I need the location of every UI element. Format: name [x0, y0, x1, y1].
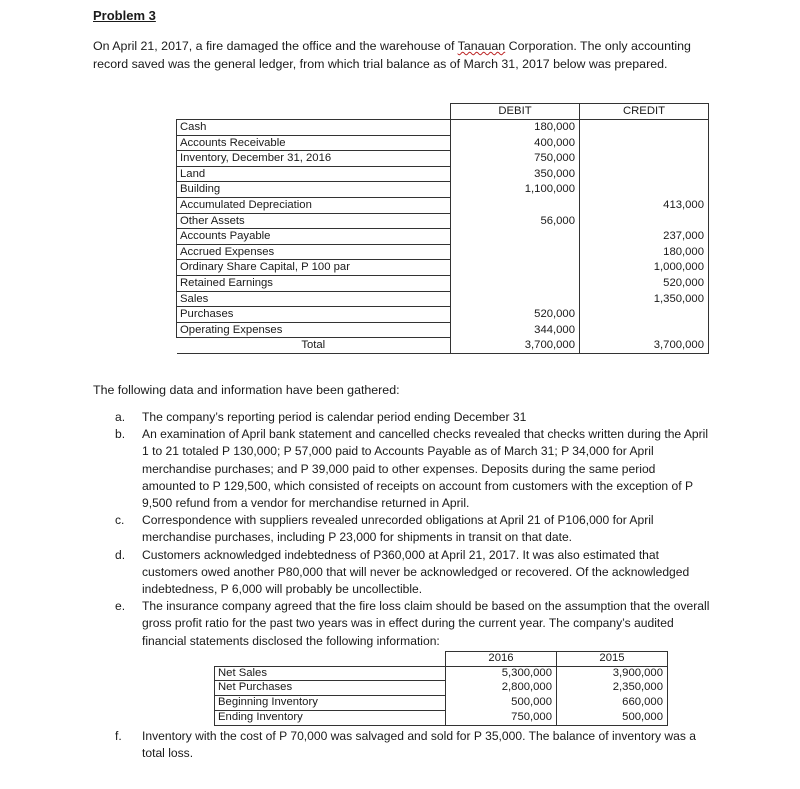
- debit-value: [451, 229, 580, 245]
- debit-value: 350,000: [451, 166, 580, 182]
- account-name: Other Assets: [177, 213, 451, 229]
- table-row: [177, 307, 709, 323]
- header-blank: [177, 104, 451, 120]
- table-row: [177, 120, 709, 136]
- table-row: [177, 197, 709, 213]
- list-item: [115, 409, 710, 426]
- table-row: [215, 696, 668, 711]
- item-text: Inventory with the cost of P 70,000 was salvaged and sold for P 35,000. The balance of inventory was a total loss.: [142, 728, 696, 761]
- table-row: [177, 322, 709, 338]
- value-2015: 2,350,000: [557, 681, 668, 696]
- item-text: The insurance company agreed that the fire loss claim should be based on the assumption that the overall gross profit ratio for the past two years was in effect during the current year. The company’s audited financial statements disclosed the following information:: [142, 599, 710, 648]
- debit-value: 344,000: [451, 322, 580, 338]
- list-item: [115, 598, 710, 650]
- gross-profit-table: [214, 651, 668, 726]
- list-item: [115, 426, 710, 512]
- table-row: [177, 260, 709, 276]
- credit-value: [580, 166, 709, 182]
- total-row: [177, 338, 709, 354]
- account-name: Land: [177, 166, 451, 182]
- row-label: Net Purchases: [215, 681, 446, 696]
- header-blank: [215, 651, 446, 666]
- total-label: Total: [177, 338, 451, 354]
- credit-value: [580, 151, 709, 167]
- item-marker: d.: [115, 547, 126, 562]
- year-header: 2016: [446, 651, 557, 666]
- account-name: Accounts Payable: [177, 229, 451, 245]
- credit-header: CREDIT: [580, 104, 709, 120]
- item-text: An examination of April bank statement and cancelled checks revealed that checks written during the April 1 to 21 totaled P 130,000; P 57,000 paid to Accounts Payable as of March 31; P 34,000 for April merchandise purchases; and P 39,000 paid to other expenses. Deposits during the same period amounted to P 129,500, which consisted of receipts on account from customers with the exception of P 9,500 refund from a vendor for merchandise returned in April.: [142, 427, 709, 511]
- table-row: [177, 213, 709, 229]
- account-name: Ordinary Share Capital, P 100 par: [177, 260, 451, 276]
- table-row: [177, 291, 709, 307]
- intro-text-before: On April 21, 2017, a fire damaged the office and the warehouse of: [93, 39, 458, 53]
- credit-value: [580, 135, 709, 151]
- intro-text-after: Corporation. The only accounting record saved was the general ledger, from which trial balance as of March 31, 2017 below was prepared.: [93, 39, 691, 71]
- total-credit: 3,700,000: [580, 338, 709, 354]
- trial-balance-table: [176, 103, 709, 354]
- debit-value: 180,000: [451, 120, 580, 136]
- item-marker: e.: [115, 599, 126, 614]
- account-name: Accumulated Depreciation: [177, 197, 451, 213]
- problem-heading: Problem 3: [93, 8, 156, 23]
- trial-balance-header: [177, 104, 709, 120]
- gross-profit-header: [215, 651, 668, 666]
- table-row: [177, 244, 709, 260]
- intro-paragraph: [93, 38, 693, 73]
- table-row: [215, 711, 668, 726]
- debit-value: [451, 244, 580, 260]
- credit-value: [580, 307, 709, 323]
- debit-value: [451, 260, 580, 276]
- table-row: [177, 166, 709, 182]
- item-marker: c.: [115, 513, 125, 528]
- credit-value: 180,000: [580, 244, 709, 260]
- debit-header: DEBIT: [451, 104, 580, 120]
- year-header: 2015: [557, 651, 668, 666]
- company-name: Tanauan: [457, 39, 506, 53]
- value-2016: 750,000: [446, 711, 557, 726]
- item-text: Customers acknowledged indebtedness of P360,000 at April 21, 2017. It was also estimated that customers owed another P80,000 that will never be acknowledged or recovered. Of the acknowledged indebtedness, P 6,000 will probably be uncollectible.: [142, 547, 690, 597]
- credit-value: [580, 213, 709, 229]
- table-row: [177, 182, 709, 198]
- table-row: [177, 135, 709, 151]
- account-name: Retained Earnings: [177, 275, 451, 291]
- debit-value: 56,000: [451, 213, 580, 229]
- account-name: Accounts Receivable: [177, 135, 451, 151]
- lead-in-text: The following data and information have been gathered:: [93, 383, 400, 397]
- value-2015: 500,000: [557, 711, 668, 726]
- table-row: [177, 151, 709, 167]
- list-item: [115, 728, 710, 762]
- table-row: [215, 681, 668, 696]
- debit-value: [451, 275, 580, 291]
- debit-value: 520,000: [451, 307, 580, 323]
- table-row: [215, 666, 668, 681]
- item-marker: a.: [115, 410, 126, 424]
- credit-value: 237,000: [580, 229, 709, 245]
- credit-value: 413,000: [580, 197, 709, 213]
- account-name: Sales: [177, 291, 451, 307]
- list-item: [115, 512, 710, 546]
- debit-value: 400,000: [451, 135, 580, 151]
- value-2016: 5,300,000: [446, 666, 557, 681]
- item-text: Correspondence with suppliers revealed unrecorded obligations at April 21 of P106,000 for April merchandise purchases, including P 23,000 for shipments in transit on that date.: [142, 513, 654, 545]
- value-2015: 3,900,000: [557, 666, 668, 681]
- item-marker: b.: [115, 427, 126, 442]
- item-marker: f.: [115, 728, 122, 743]
- table-row: [177, 229, 709, 245]
- row-label: Beginning Inventory: [215, 696, 446, 711]
- debit-value: 750,000: [451, 151, 580, 167]
- value-2015: 660,000: [557, 696, 668, 711]
- information-list: [115, 409, 710, 762]
- row-label: Ending Inventory: [215, 711, 446, 726]
- credit-value: [580, 322, 709, 338]
- table-row: [177, 275, 709, 291]
- debit-value: [451, 197, 580, 213]
- value-2016: 500,000: [446, 696, 557, 711]
- account-name: Accrued Expenses: [177, 244, 451, 260]
- credit-value: [580, 182, 709, 198]
- account-name: Cash: [177, 120, 451, 136]
- debit-value: [451, 291, 580, 307]
- credit-value: [580, 120, 709, 136]
- value-2016: 2,800,000: [446, 681, 557, 696]
- item-text: The company’s reporting period is calendar period ending December 31: [142, 410, 527, 424]
- list-item: [115, 547, 710, 599]
- credit-value: 1,000,000: [580, 260, 709, 276]
- credit-value: 1,350,000: [580, 291, 709, 307]
- account-name: Purchases: [177, 307, 451, 323]
- credit-value: 520,000: [580, 275, 709, 291]
- account-name: Operating Expenses: [177, 322, 451, 338]
- total-debit: 3,700,000: [451, 338, 580, 354]
- row-label: Net Sales: [215, 666, 446, 681]
- debit-value: 1,100,000: [451, 182, 580, 198]
- account-name: Building: [177, 182, 451, 198]
- account-name: Inventory, December 31, 2016: [177, 151, 451, 167]
